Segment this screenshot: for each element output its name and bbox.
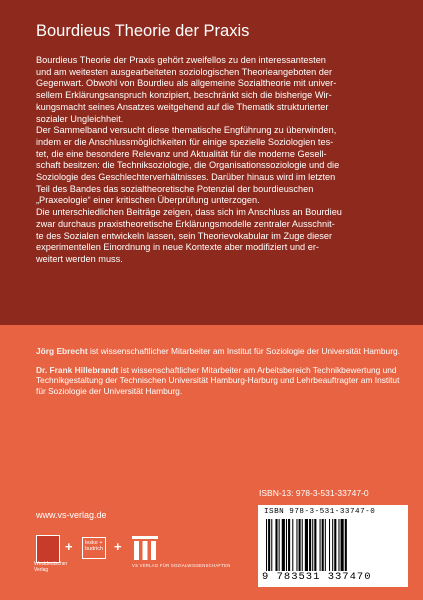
blurb-line: sellem Erklärungsanspruch konzipiert, beschränkt sich die bisherige Wir- [36, 90, 332, 101]
author-bio [36, 346, 404, 357]
barcode-bar [338, 519, 339, 571]
barcode-bar [292, 519, 293, 571]
blurb-line: schaft besitzen: die Techniksoziologie, die Organisationssoziologie und die [36, 160, 340, 171]
barcode-bar [268, 519, 270, 571]
barcode-bar [325, 519, 326, 571]
blurb-line: Soziologie des Geschlechterverhältnisses. Darüber hinaus wird im letzten [36, 172, 336, 183]
isbn-label: ISBN-13: 978-3-531-33747-0 [259, 488, 369, 498]
barcode-bar [334, 519, 336, 571]
author-name: Dr. Frank Hillebrandt [36, 364, 119, 375]
barcode-bars-icon [266, 519, 400, 571]
barcode-bar [288, 519, 290, 571]
book-title: Bourdieus Theorie der Praxis [36, 22, 250, 40]
westdeutscher-verlag-logo-icon [36, 535, 60, 563]
barcode-bar [329, 519, 330, 571]
author-description: ist wissenschaftlicher Mitarbeiter am Institut für Soziologie der Universität Hamburg. [87, 346, 400, 356]
barcode-bar [305, 519, 308, 571]
barcode-bar [314, 519, 316, 571]
publisher-url: www.vs-verlag.de [36, 510, 107, 520]
author-bio [36, 365, 404, 397]
barcode-bar [320, 519, 321, 571]
blurb-line: Der Sammelband versucht diese thematische Engführung zu überwinden, [36, 125, 337, 136]
blurb-line: Gegenwart. Obwohl von Bourdieu als allgemeine Sozialtheorie mit univer- [36, 78, 337, 89]
barcode-bar [341, 519, 344, 571]
barcode-bar [332, 519, 333, 571]
barcode-bar [275, 519, 277, 571]
blurb-line: Bourdieus Theorie der Praxis gehört zweifellos zu den interessantesten [36, 55, 326, 65]
blurb-line: indem er die Anschlussmöglichkeiten für einige spezielle Soziologien tes- [36, 136, 334, 147]
barcode-bar [312, 519, 313, 571]
author-description: ist wissenschaftlicher Mitarbeiter am Arbeitsbereich Technikbewertung und Technikgestaltung der Technischen Universität Hamburg-Harburg und Lehrbeauftragter am Institut für Soziologie der Universität Hamburg. [36, 364, 400, 396]
barcode-bar [302, 519, 303, 571]
barcode-isbn-text: ISBN 978-3-531-33747-0 [264, 508, 376, 516]
barcode-bar [296, 519, 297, 571]
barcode [258, 505, 408, 587]
plus-sign: + [65, 539, 73, 554]
author-name: Jörg Ebrecht [36, 346, 88, 356]
blurb-line: kungsmacht seines Ansatzes weitgehend auf die Thematik strukturierter [36, 101, 329, 112]
blurb-line: experimentellen Einordnung in neue Kontexte aber modifiziert und er- [36, 242, 319, 253]
author-bios [36, 346, 404, 404]
barcode-bar [309, 519, 311, 571]
barcode-bar [266, 519, 267, 571]
blurb-line: te des Sozialen entwickeln lassen, sein Theorievokabular im Zuge dieser [36, 230, 333, 241]
blurb-line: sozialer Ungleichheit. [36, 113, 124, 124]
blurb-line: zwar durchaus praxistheoretische Erklärungsmodelle zentraler Ausschnit- [36, 218, 335, 229]
barcode-bar [286, 519, 287, 571]
blurb-line: Teil des Bandes das sozialtheoretische Potenzial der bourdieuschen [36, 183, 314, 194]
barcode-bar [345, 519, 347, 571]
blurb-line: tet, die eine besondere Relevanz und Aktualität für die moderne Gesell- [36, 148, 327, 159]
barcode-bar [271, 519, 272, 571]
blurb-line: und am weitesten ausgearbeiteten soziologischen Theorieangeboten der [36, 66, 333, 77]
blurb-line: Die unterschiedlichen Beiträge zeigen, dass sich im Anschluss an Bourdieu [36, 207, 342, 218]
blurb-line: „Praxeologie“ einer kritischen Überprüfung unterzogen. [36, 195, 260, 206]
blurb-text [36, 55, 404, 266]
vs-verlag-logo-icon [132, 536, 158, 560]
barcode-bar [282, 519, 285, 571]
blurb-line: weitert werden muss. [36, 253, 123, 264]
plus-sign: + [114, 539, 122, 554]
barcode-bar [279, 519, 280, 571]
barcode-bar [299, 519, 301, 571]
westdeutscher-verlag-label: Westdeutscher Verlag [34, 561, 68, 573]
barcode-digits: 9 783531 337470 [262, 571, 372, 583]
barcode-bar [322, 519, 324, 571]
leske-budrich-logo: leske + budrich [82, 537, 106, 559]
vs-verlag-label: VS VERLAG FÜR SOZIALWISSENSCHAFTEN [132, 563, 231, 568]
